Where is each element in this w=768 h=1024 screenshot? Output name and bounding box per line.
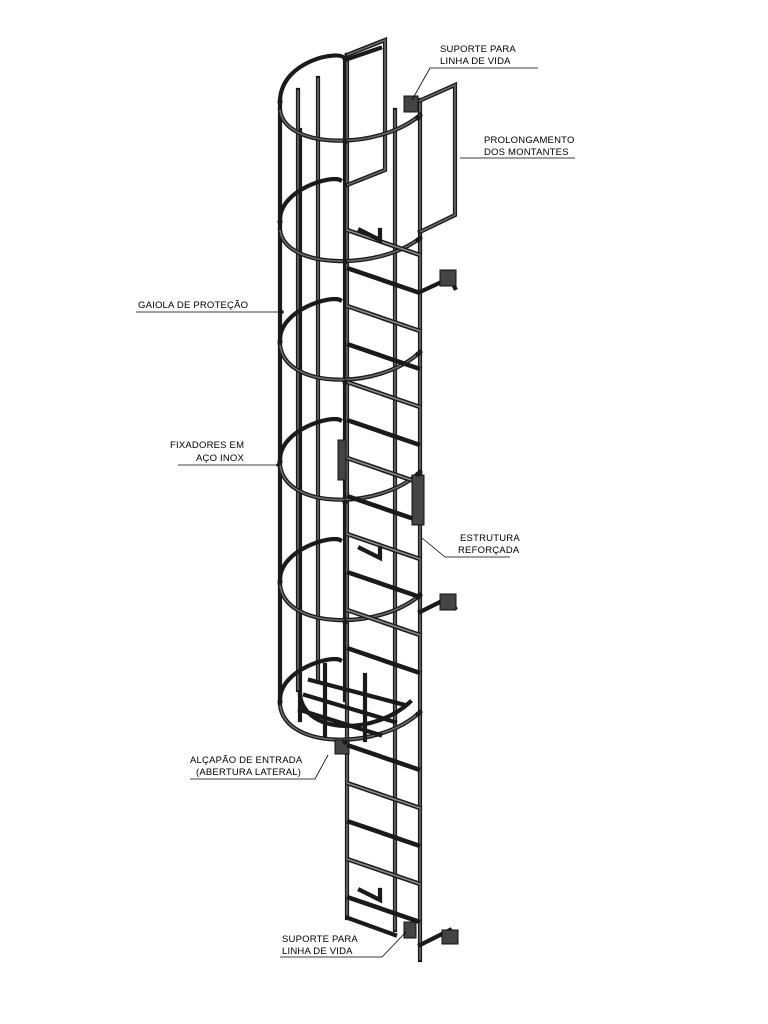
label-structure-line2: REFORÇADA bbox=[458, 545, 520, 556]
label-top-support-line2: LINHA DE VIDA bbox=[440, 56, 511, 67]
label-extension-line1: PROLONGAMENTO bbox=[484, 135, 575, 146]
ladder-rungs bbox=[347, 230, 420, 922]
label-bottom-support-line1: SUPORTE PARA bbox=[282, 934, 358, 945]
label-cage: GAIOLA DE PROTEÇÃO bbox=[138, 300, 249, 311]
label-entry-hatch-line2: (ABERTURA LATERAL) bbox=[196, 767, 302, 778]
label-fasteners-line1: FIXADORES EM bbox=[170, 440, 245, 451]
label-bottom-support-line2: LINHA DE VIDA bbox=[282, 946, 353, 957]
label-entry-hatch-line1: ALÇAPÃO DE ENTRADA bbox=[190, 755, 303, 766]
ladder-assembly bbox=[277, 40, 458, 960]
label-extension-line2: DOS MONTANTES bbox=[484, 147, 569, 158]
reinforcement-plates bbox=[338, 440, 424, 525]
label-top-support-line1: SUPORTE PARA bbox=[440, 44, 516, 55]
label-fasteners-line2: AÇO INOX bbox=[196, 453, 245, 464]
label-structure-line1: ESTRUTURA bbox=[460, 533, 520, 544]
rail-extension-left bbox=[345, 40, 385, 185]
